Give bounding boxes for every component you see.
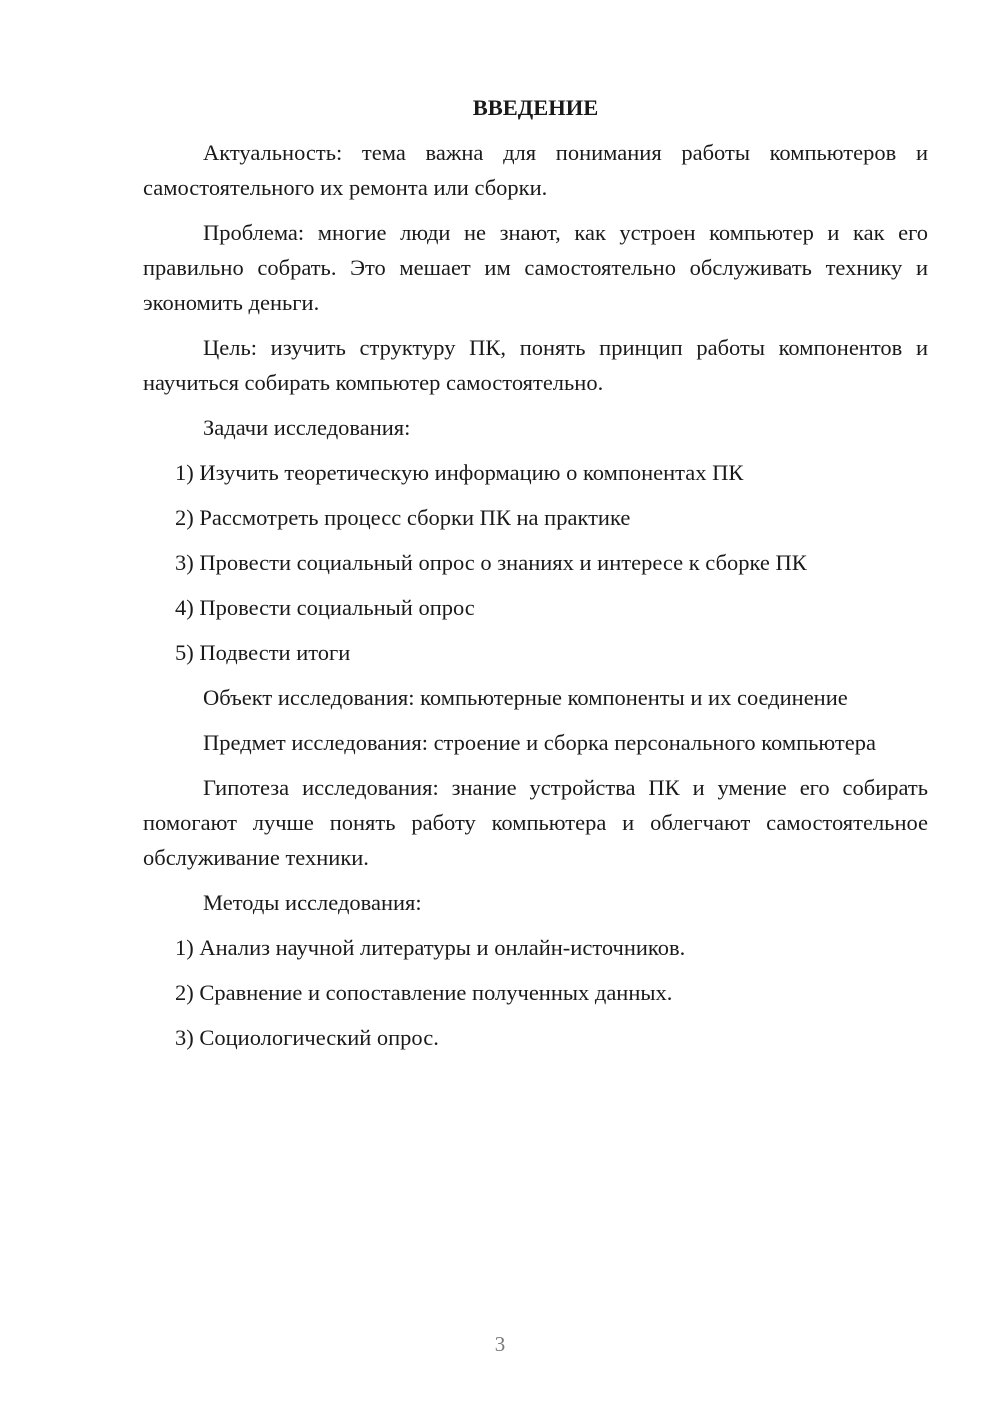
list-item: 2) Сравнение и сопоставление полученных данных. <box>175 980 673 1005</box>
list-item: 1) Анализ научной литературы и онлайн-источников. <box>175 935 686 960</box>
relevance-paragraph: Актуальность: тема важна для понимания работы компьютеров и самостоятельного их ремонта или сборки. <box>143 140 928 200</box>
goal-paragraph: Цель: изучить структуру ПК, понять принцип работы компонентов и научиться собирать компьютер самостоятельно. <box>143 335 928 395</box>
list-item: 3) Социологический опрос. <box>175 1025 439 1050</box>
list-item: 2) Рассмотреть процесс сборки ПК на практике <box>175 505 631 530</box>
page-number: 3 <box>494 1332 506 1356</box>
tasks-heading: Задачи исследования: <box>203 415 411 440</box>
subject-paragraph: Предмет исследования: строение и сборка персонального компьютера <box>203 730 876 755</box>
document-page <box>143 90 928 1065</box>
methods-heading: Методы исследования: <box>203 890 422 915</box>
hypothesis-paragraph: Гипотеза исследования: знание устройства ПК и умение его собирать помогают лучше понять работу компьютера и облегчают самостоятельное обслуживание техники. <box>143 775 928 870</box>
page-title: ВВЕДЕНИЕ <box>472 95 599 120</box>
object-paragraph: Объект исследования: компьютерные компоненты и их соединение <box>203 685 848 710</box>
list-item: 4) Провести социальный опрос <box>175 595 475 620</box>
problem-paragraph: Проблема: многие люди не знают, как устроен компьютер и как его правильно собрать. Это мешает им самостоятельно обслуживать технику и экономить деньги. <box>143 220 928 315</box>
list-item: 5) Подвести итоги <box>175 640 351 665</box>
list-item: 1) Изучить теоретическую информацию о компонентах ПК <box>175 460 744 485</box>
list-item: 3) Провести социальный опрос о знаниях и интересе к сборке ПК <box>175 550 807 575</box>
